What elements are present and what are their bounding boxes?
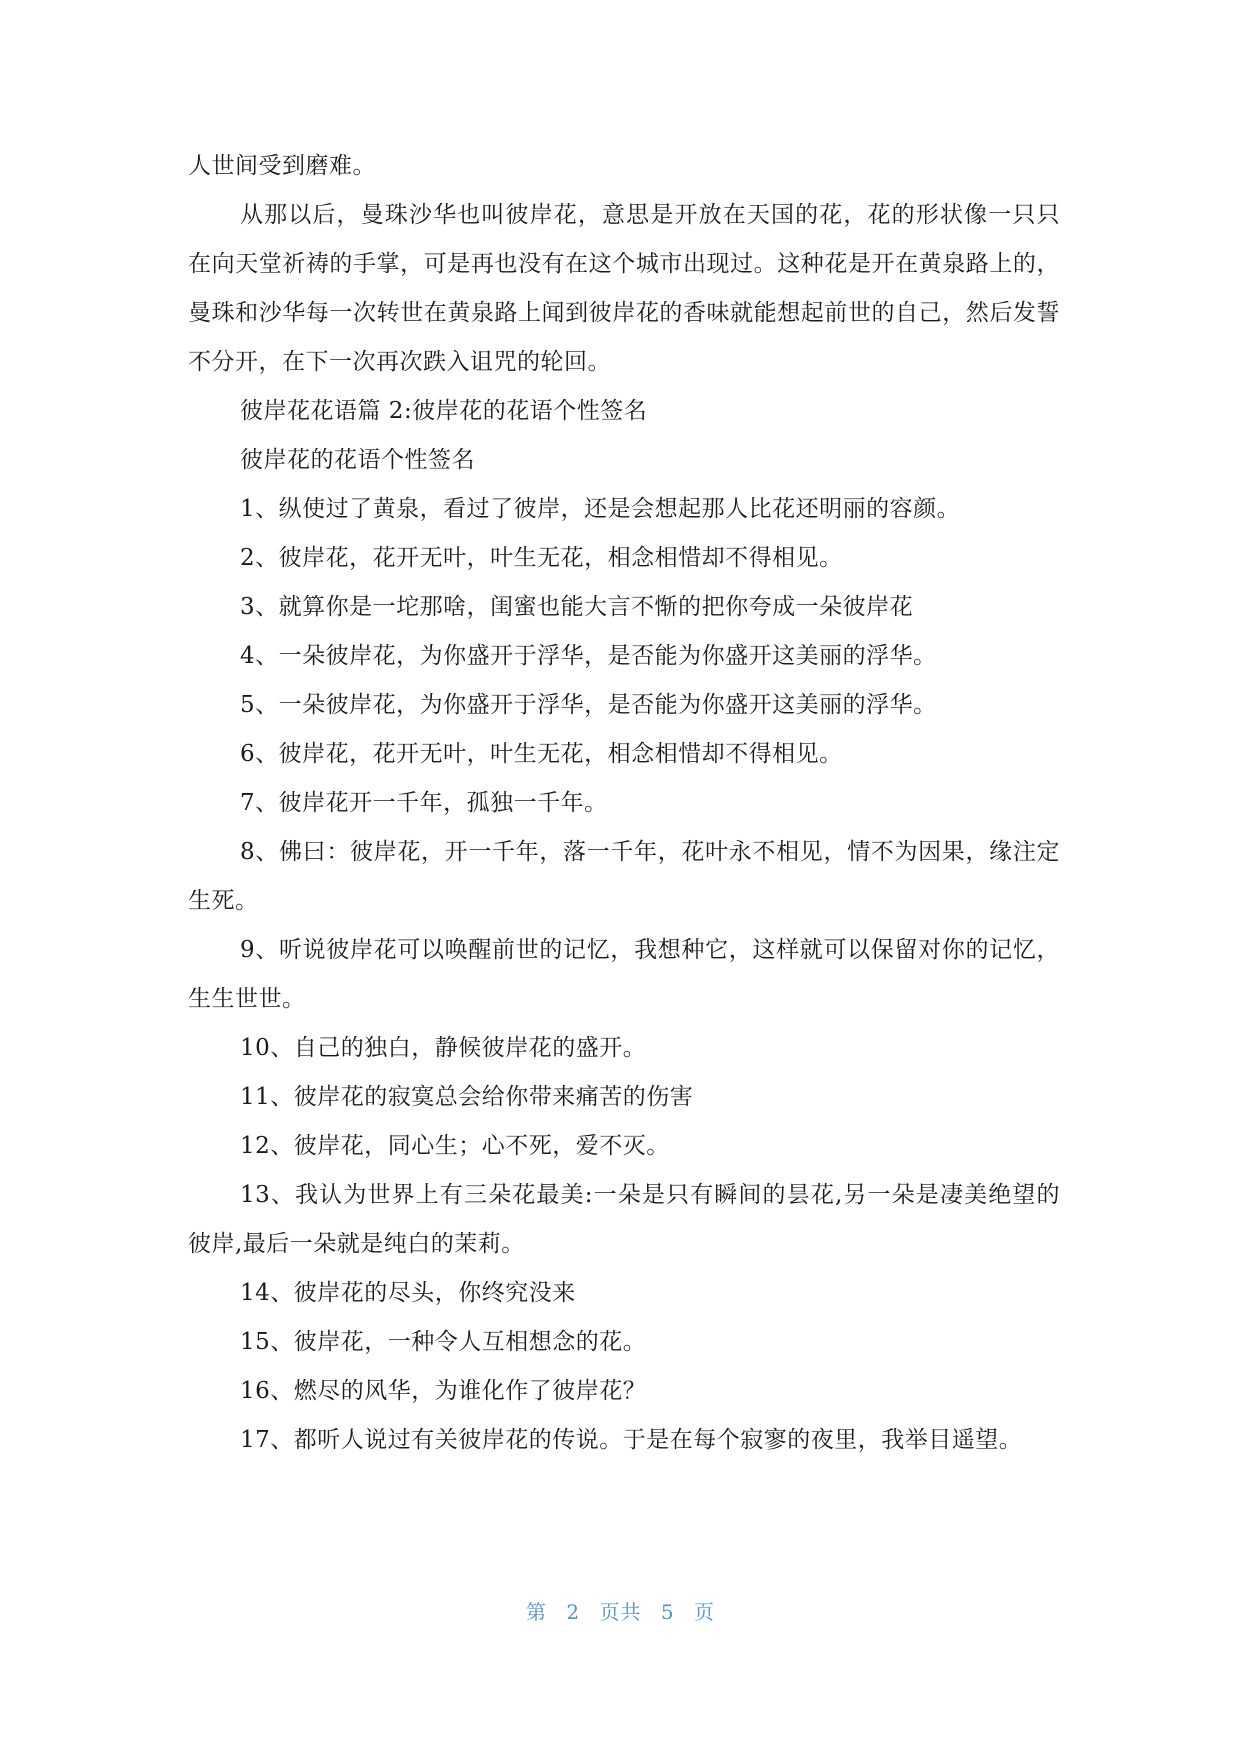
list-item: 17、都听人说过有关彼岸花的传说。于是在每个寂寥的夜里，我举目遥望。 (240, 1427, 1023, 1453)
list-item: 3、就算你是一坨那啥，闺蜜也能大言不惭的把你夸成一朵彼岸花 (240, 594, 914, 620)
list-item: 4、一朵彼岸花，为你盛开于浮华，是否能为你盛开这美丽的浮华。 (240, 643, 937, 669)
paragraph-1: 从那以后，曼珠沙华也叫彼岸花，意思是开放在天国的花，花的形状像一只只在向天堂祈祷的手掌，可是再也没有在这个城市出现过。这种花是开在黄泉路上的，曼珠和沙华每一次转世在黄泉路上闻到彼岸花的香味就能想起前世的自己，然后发誓不分开，在下一次再次跌入诅咒的轮回。 (188, 202, 1060, 375)
list-item: 8、佛曰：彼岸花，开一千年，落一千年，花叶永不相见，情不为因果，缘注定生死。 (188, 839, 1060, 914)
list-item: 7、彼岸花开一千年，孤独一千年。 (240, 790, 608, 816)
list-item: 12、彼岸花，同心生；心不死，爱不灭。 (240, 1133, 670, 1159)
list-item: 2、彼岸花，花开无叶，叶生无花，相念相惜却不得相见。 (240, 545, 843, 571)
page-label-suffix: 页 (693, 1600, 715, 1624)
current-page-number: 2 (566, 1600, 581, 1624)
list-item: 9、听说彼岸花可以唤醒前世的记忆，我想种它，这样就可以保留对你的记忆，生生世世。 (188, 937, 1060, 1012)
list-item: 5、一朵彼岸花，为你盛开于浮华，是否能为你盛开这美丽的浮华。 (240, 692, 937, 718)
list-item: 10、自己的独白，静候彼岸花的盛开。 (240, 1035, 647, 1061)
total-pages-number: 5 (660, 1600, 675, 1624)
page-label-mid: 页共 (599, 1600, 642, 1624)
list-item: 1、纵使过了黄泉，看过了彼岸，还是会想起那人比花还明丽的容颜。 (240, 496, 961, 522)
list-item: 15、彼岸花，一种令人互相想念的花。 (240, 1329, 647, 1355)
paragraph-0: 人世间受到磨难。 (188, 153, 376, 179)
subtitle: 彼岸花的花语个性签名 (240, 447, 475, 473)
page-label-prefix: 第 (526, 1600, 548, 1624)
list-item: 16、燃尽的风华，为谁化作了彼岸花？ (240, 1378, 647, 1404)
section-heading: 彼岸花花语篇 2:彼岸花的花语个性签名 (240, 398, 648, 424)
list-item: 13、我认为世界上有三朵花最美:一朵是只有瞬间的昙花,另一朵是凄美绝望的彼岸,最后一朵就是纯白的茉莉。 (188, 1182, 1060, 1257)
list-item: 11、彼岸花的寂寞总会给你带来痛苦的伤害 (240, 1084, 694, 1110)
document-body (188, 142, 1060, 1465)
list-item: 14、彼岸花的尽头，你终究没来 (240, 1280, 576, 1306)
list-item: 6、彼岸花，花开无叶，叶生无花，相念相惜却不得相见。 (240, 741, 843, 767)
page-footer (0, 1596, 1241, 1625)
